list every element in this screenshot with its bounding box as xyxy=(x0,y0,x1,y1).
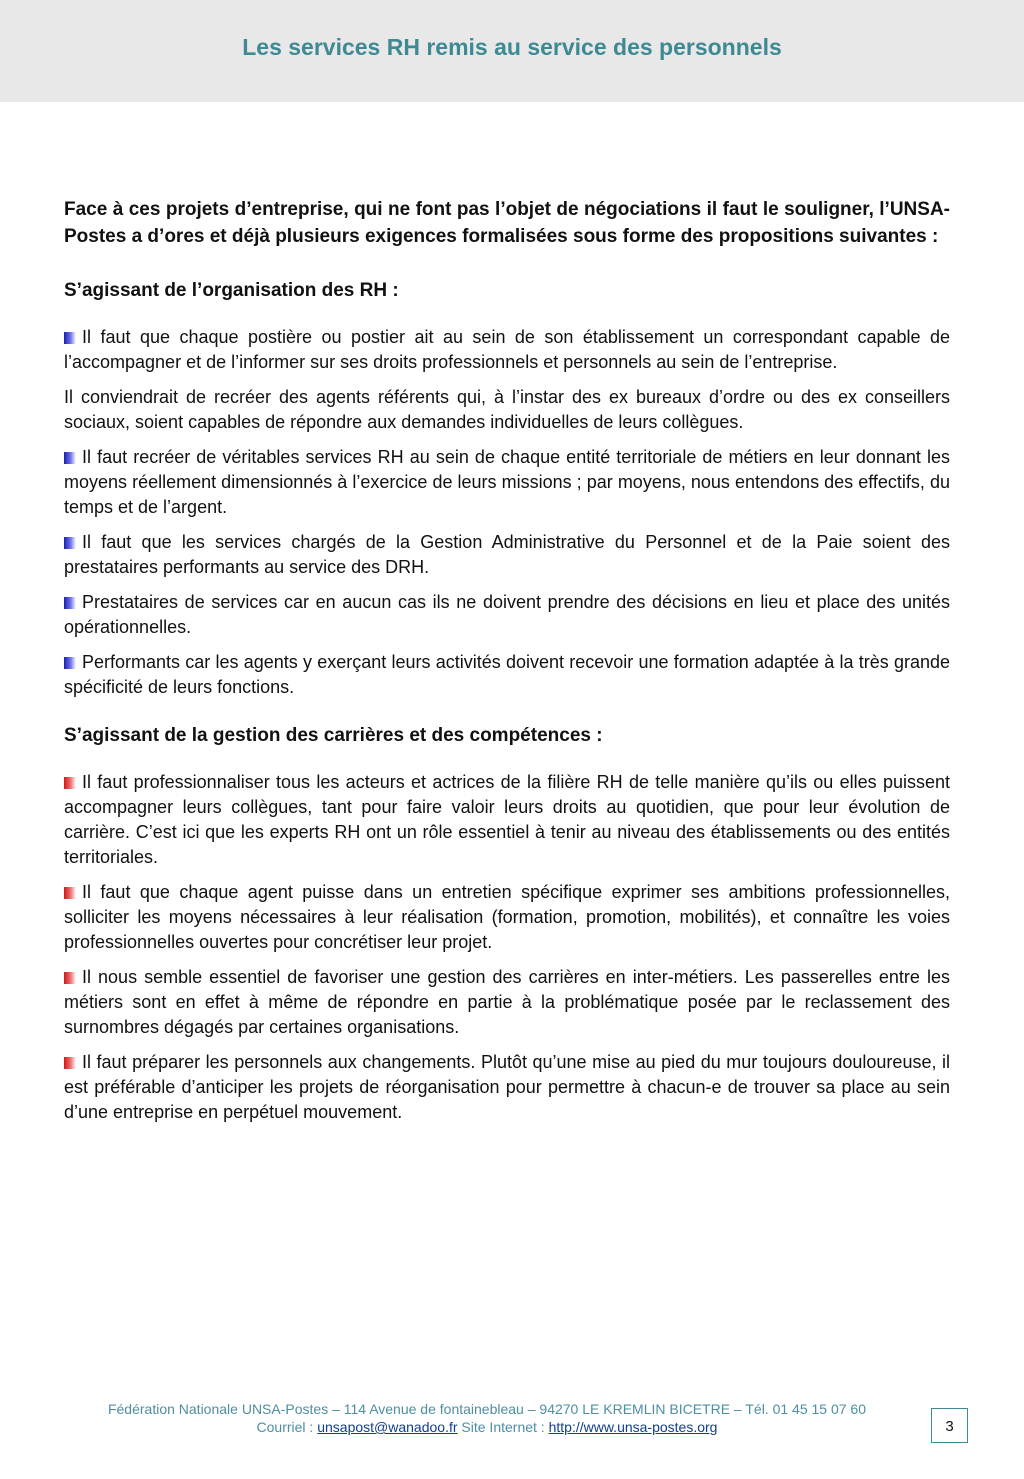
email-link[interactable]: unsapost@wanadoo.fr xyxy=(317,1419,458,1435)
bullet-icon xyxy=(64,657,76,669)
list-item: Il faut recréer de véritables services RH au sein de chaque entité territoriale de métiers en leur donnant les moyens réellement dimensionnés à l’exercice de leurs missions ; par moyens, nous entendons des effectifs, du temps et de l’argent. xyxy=(64,447,950,517)
bullet-icon xyxy=(64,332,76,344)
footer-contact xyxy=(40,1418,934,1436)
bullet-icon xyxy=(64,537,76,549)
paragraph: Il conviendrait de recréer des agents référents qui, à l’instar des ex bureaux d’ordre ou des ex conseillers sociaux, soient capables de répondre aux demandes individuelles de leurs collègues. xyxy=(64,387,950,432)
section-title-carrieres: S’agissant de la gestion des carrières et des compétences : xyxy=(64,725,603,746)
bullet-icon xyxy=(64,887,76,899)
bullet-icon xyxy=(64,972,76,984)
bullet-icon xyxy=(64,777,76,789)
section-title-organisation: S’agissant de l’organisation des RH : xyxy=(64,280,399,301)
document-body xyxy=(64,196,950,1135)
page-title: Les services RH remis au service des personnels xyxy=(242,34,782,60)
bullet-icon xyxy=(64,1057,76,1069)
page-number: 3 xyxy=(931,1408,968,1443)
footer-address: Fédération Nationale UNSA-Postes – 114 Avenue de fontainebleau – 94270 LE KREMLIN BICETRE – Tél. 01 45 15 07 60 xyxy=(107,1401,867,1417)
list-item: Il faut préparer les personnels aux changements. Plutôt qu’une mise au pied du mur toujours douloureuse, il est préférable d’anticiper les projets de réorganisation pour permettre à chacun-e de trouver sa place au sein d’une entreprise en perpétuel mouvement. xyxy=(64,1052,950,1122)
list-item: Il nous semble essentiel de favoriser une gestion des carrières en inter-métiers. Les passerelles entre les métiers sont en effet à même de répondre en partie à la problématique posée par le reclassement des surnombres dégagés par certaines organisations. xyxy=(64,967,950,1037)
list-item: Il faut professionnaliser tous les acteurs et actrices de la filière RH de telle manière qu’ils ou elles puissent accompagner leurs collègues, tant pour faire valoir leurs droits au quotidien, que pour leur évolution de carrière. C’est ici que les experts RH ont un rôle essentiel à tenir au niveau des établissements ou des entités territoriales. xyxy=(64,772,950,867)
courriel-label: Courriel : xyxy=(256,1419,318,1435)
list-item: Prestataires de services car en aucun cas ils ne doivent prendre des décisions en lieu et place des unités opérationnelles. xyxy=(64,592,950,637)
intro-paragraph: Face à ces projets d’entreprise, qui ne font pas l’objet de négociations il faut le souligner, l’UNSA-Postes a d’ores et déjà plusieurs exigences formalisées sous forme des propositions suivantes : xyxy=(64,199,950,247)
bullet-icon xyxy=(64,597,76,609)
list-item: Il faut que les services chargés de la Gestion Administrative du Personnel et de la Paie soient des prestataires performants au service des DRH. xyxy=(64,532,950,577)
bullet-icon xyxy=(64,452,76,464)
site-label: Site Internet : xyxy=(457,1419,549,1435)
page-header xyxy=(0,0,1024,102)
page-footer xyxy=(40,1400,934,1436)
list-item: Il faut que chaque agent puisse dans un entretien spécifique exprimer ses ambitions professionnelles, solliciter les moyens nécessaires à leur réalisation (formation, promotion, mobilités), et connaître les voies professionnelles ouvertes pour concrétiser leur projet. xyxy=(64,882,950,952)
website-link[interactable]: http://www.unsa-postes.org xyxy=(548,1419,718,1435)
list-item: Il faut que chaque postière ou postier ait au sein de son établissement un correspondant capable de l’accompagner et de l’informer sur ses droits professionnels et personnels au sein de l’entreprise. xyxy=(64,327,950,372)
list-item: Performants car les agents y exerçant leurs activités doivent recevoir une formation adaptée à la très grande spécificité de leurs fonctions. xyxy=(64,652,950,697)
